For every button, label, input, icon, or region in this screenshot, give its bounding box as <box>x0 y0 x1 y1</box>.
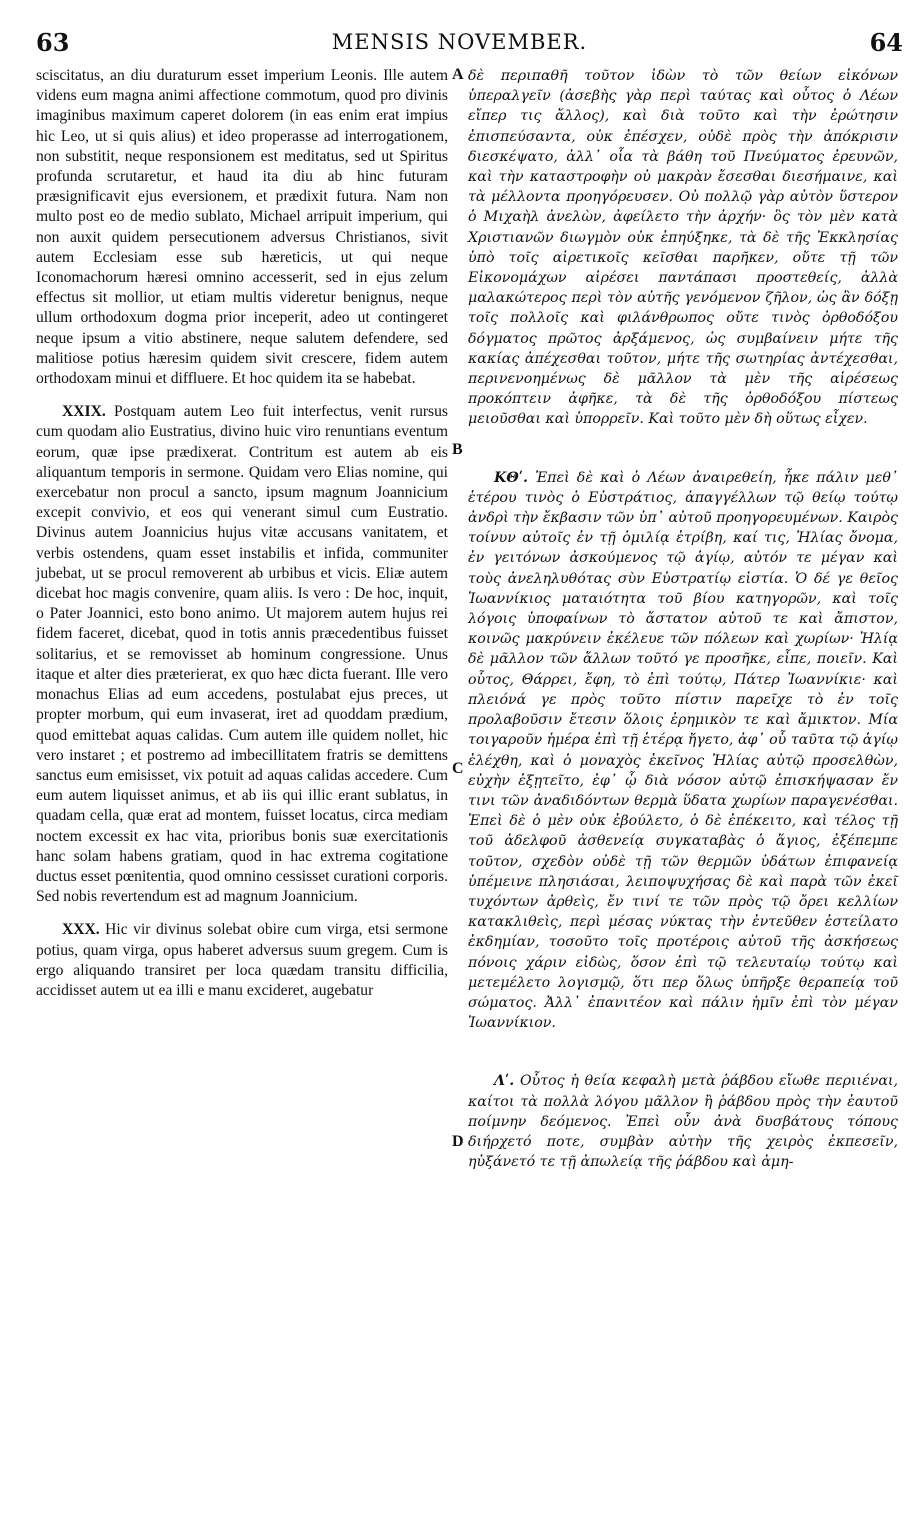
greek-section-number-29: ΚΘʹ. <box>494 469 528 486</box>
running-title: MENSIS NOVEMBER. <box>331 30 588 54</box>
latin-paragraph-3 <box>36 920 448 1001</box>
greek-paragraph-3 <box>468 1071 898 1172</box>
margin-marker-b: B <box>452 441 463 458</box>
greek-paragraph-2 <box>468 468 898 1034</box>
latin-section-number-30: XXX. <box>62 921 100 939</box>
latin-paragraph-3-text: Hic vir divinus solebat obire cum virga, etsi sermone potius, quam virga, opus haberet adversus suum gregem. Cum is ergo aliquando transiret per loca quædam transitu difficilia, accidisset autem ut ea illi e manu excideret, augebatur <box>36 921 448 999</box>
greek-paragraph-1: δὲ περιπαθῆ τοῦτον ἰδὼν τὸ τῶν θείων εἰκόνων ὑπεραλγεῖν (ἀσεβὴς γὰρ περὶ ταύτας καὶ οὗτος ὁ Λέων εἴπερ τις ἄλλος), καὶ διὰ τοῦτο καὶ τὴν ἐρώτησιν ἐπισπεύσαντα, οὐκ ἐπέσχεν, οὐδὲ πρὸς τὴν ἀπόκρισιν διεσκέψατο, ἀλλ᾽ οἷα τὰ βάθη τοῦ Πνεύματος ἐρευνῶν, καὶ τὴν καταστροφὴν οὐ μακρὰν ἔσεσθαι διεσήμαινε, καὶ τὰ μέλλοντα προηγόρευσεν. Οὐ πολλῷ γὰρ αὐτὸν ὕστερον ὁ Μιχαὴλ ἀνελὼν, ἀφείλετο τὴν ἀρχήν· ὃς τὸν μὲν κατὰ Χριστιανῶν διωγμὸν οὐκ ἐπηύξηκε, τὰ δὲ τῆς Ἐκκλησίας ὑπὸ τοῖς αἱρετικοῖς κεῖσθαι παρῆκεν, οὔτε τῇ τῶν Εἰκονομάχων αἱρέσει παντάπασι προστεθείς, ἀλλὰ μαλακώτερος περὶ τὸν αὐτῆς γενόμενον ζῆλον, ὡς ἂν δόξῃ τοῖς πολλοῖς καὶ φιλάνθρωπος οὔτε τινὸς ὀρθοδόξου δόγματος πρῶτος ἀρξάμενος, ὡς συμβαίνειν μήτε τῆς κακίας ἀπέχεσθαι τοῦτον, μήτε τῆς σωτηρίας ἀντέχεσθαι, περινενοημένως δὲ μᾶλλον τὰ μὲν τῆς αἱρέσεως προκόπτειν ἀφῆκε, τὰ δὲ τῆς ὀρθοδόξου πίστεως μειοῦσθαι καὶ ὑπορρεῖν. Καὶ τοῦτο μὲν δὴ οὕτως εἶχεν. <box>468 68 898 428</box>
running-header <box>0 28 919 60</box>
greek-paragraph-3-text: Οὗτος ἡ θεία κεφαλὴ μετὰ ῥάβδου εἴωθε περιιέναι, καίτοι τὰ πολλὰ λόγου μᾶλλον ἢ ῥάβδου πρὸς τὴν ἑαυτοῦ ποίμνην δεόμενος. Ἐπεὶ οὖν ἀνὰ δυσβάτους τόπους διήρχετό ποτε, συμβὰν αὐτὴν τῆς χειρὸς ἐκπεσεῖν, ηὐξάνετό τε τῇ ἀπωλείᾳ τῆς ῥάβδου καὶ ἀμη- <box>468 1073 898 1171</box>
latin-column <box>36 66 448 1001</box>
margin-marker-c: C <box>452 760 464 777</box>
margin-marker-a: A <box>452 66 464 83</box>
greek-column <box>468 66 898 1172</box>
latin-paragraph-2 <box>36 402 448 907</box>
page-number-left: 63 <box>36 28 70 57</box>
greek-paragraph-2-text: Ἐπεὶ δὲ καὶ ὁ Λέων ἀναιρεθείη, ἧκε πάλιν μεθ᾽ ἑτέρου τινὸς ὁ Εὐστράτιος, ἀπαγγέλλων τῷ θείῳ τούτῳ ἀνδρὶ τὴν ἔκβασιν τῶν ὑπ᾽ αὐτοῦ προηγορευμένων. Καιρὸς τοίνυν αὐτοῖς ἐν τῇ ὁμιλίᾳ ἐτρίβη, καί τις, Ἠλίας ὄνομα, ἐν γειτόνων ἀσκούμενος τῷ ἁγίῳ, αὐτόν τε μέγαν καὶ τοὺς ἀνεληλυθότας σὺν Εὐστρατίῳ εἱστία. Ὁ δέ γε θεῖος Ἰωαννίκιος ματαιότητα τοῦ βίου κατηγορῶν, καὶ τοῖς λόγοις ὑποφαίνων τὸ ἄστατον αὐτοῦ τε καὶ ἄπιστον, κοινῶς μακρύνειν ἐκέλευε τῶν πόλεων καὶ χωρίων· Ἠλίᾳ δὲ μᾶλλον τῶν ἄλλων τοῦτό γε προσῆκε, εἶπε, ποιεῖν. Καὶ οὗτος, Θάρρει, ἔφη, τὸ ἐπὶ τούτῳ, Πάτερ Ἰωαννίκιε· καὶ πλειόνά γε πρὸς τοῦτο πίστιν παρεῖχε τὸ ἐν τοῖς προλαβοῦσιν ἔτεσιν ὅλοις ἐρημικὸν τε καὶ ἄμικτον. Μία τοιγαροῦν ἡμέρα ἐπὶ τῇ ἑτέρᾳ ἤγετο, ἀφ᾽ οὗ ταῦτα τῷ ἁγίῳ ἐλέχθη, καὶ ὁ μοναχὸς ἐκεῖνος Ἠλίας αὐτῷ προσελθὼν, εὐχὴν ἐξῃτεῖτο, ἐφ᾽ ᾧ διὰ νόσον αὐτῷ ἐπισκήψασαν ἔν τινι τῶν ἀναδιδόντων θερμὰ ὕδατα χωρίων παραγενέσθαι. Ἐπεὶ δὲ ὁ μὲν οὐκ ἐβούλετο, ὁ δὲ ἐπέκειτο, καὶ τέλος τῇ τοῦ ἀδελφοῦ ἀσθενείᾳ συγκαταβὰς ὁ ἅγιος, ἐξέπεμπε τοῦτον, σχεδὸν οὐδὲ τῇ τῶν θερμῶν ὑδάτων ἐπιφανείᾳ ὑπέμεινε πλησιάσαι, λειποψυχήσας δὲ καὶ παρὰ τῶν ἐκεῖ τυχόντων ἀρθεὶς, ἔν τινί τε τῶν πρὸς τῷ ὄρει κελλίων κατακλιθεὶς, περὶ μέσας νύκτας τὴν ἐντεῦθεν ἐστείλατο ἐκδημίαν, τοσοῦτο τοῖς προτέροις αὐτοῦ τῆς ἀσκήσεως πόνοις χάριν εἰδὼς, ὅσον ἐπὶ τῷ τελευταίῳ τούτῳ καὶ μετεμέλετο λογισμῷ, ὅτι περ ὅλως ὑπῆρξε θεραπείᾳ τοῦ σώματος. Ἀλλ᾽ ἐπανιτέον καὶ πάλιν ἡμῖν ἐπὶ τὸν μέγαν Ἰωαννίκιον. <box>468 469 898 1032</box>
page-number-right: 64 <box>869 28 903 57</box>
latin-paragraph-2-text: Postquam autem Leo fuit interfectus, venit rursus cum quodam alio Eustratius, divino huic viro renuntians eventum eorum, quæ ipse prædixerat. Contritum est autem ab eis aliquantum temporis in sermone. Quidam vero Elias nomine, qui exercebatur non procul a sancto, ipsum magnum Joannicium excepit convivio, et eos qui venerant simul cum Eustratio. Divinus autem Joannicius hujus vitæ accusans vanitatem, et verbis ostendens, quam esset instabilis et infida, communiter jubebat, ut se procul removerent ab urbibus et vicis. Eliæ autem dicebat hoc magis convenire, quam aliis. Is vero : De hoc, inquit, o Pater Joannici, esto bono animo. Ut majorem autem hujus rei fidem faceret, dicebat, quod in totis annis præcedentibus fuisset solitarius, et se removisset ab hominum congressione. Unus itaque et alter dies præterierat, ex quo hæc dicta fuerant. Ille vero monachus Elias ad eum accedens, postulabat ejus preces, ut propter morbum, qui eum invaserat, iret ad quoddam prædium, quod emittebat aquas calidas. Cum autem ille quidem nollet, hic vero instaret ; et postremo ad imbecillitatem fratris se demittens sanctus eum emisisset, vix potuit ad aquas calidas accedere. Cum eum autem liquisset animus, et ab iis qui illic erant sublatus, in quadam cella, quæ erat ad montem, fuisset locatus, circa mediam noctem excessit ex hac vita, prioribus bonis suæ exercitationis hanc solam habens gratiam, quod in hac extrema cogitatione ductus esset pœnitentia, quod omnino cessisset curationi corporis. Sed nobis revertendum est ad magnum Joannicium. <box>36 403 448 906</box>
greek-section-number-30: Λʹ. <box>494 1073 515 1090</box>
latin-section-number-29: XXIX. <box>62 403 106 421</box>
margin-marker-d: D <box>452 1133 464 1150</box>
latin-paragraph-1: sciscitatus, an diu duraturum esset imperium Leonis. Ille autem videns eum magna animi affectione commotum, quod pro divinis imaginibus maximum caperet dolorem (in eas enim erat impius hic Leo, ut si quis alius) et ideo properasse ad interrogationem, non substitit, neque responsionem est meditatus, sed ut Spiritus profunda scrutaretur, et haud ita diu ab hinc futuram præsignificavit ejus eversionem, et prædixit futura. Nam non multo post eo de medio sublato, Michael arripuit imperium, qui non auxit quidem persecutionem adversus Christianos, sivit autem Ecclesiam esse sub hæreticis, ut qui neque Iconomachorum hæresi omnino accesserit, sed in ejus zelum effectus sit mollior, ut etiam multis videretur benignus, neque ullum orthodoxum dogma prior inceperit, adeo ut contingeret neque ipsum a vitio abstinere, neque salutem defendere, sed malitiose potius hæresim quidem sivit crescere, fidem autem orthodoxam minui et diffluere. Et hoc quidem ita se habebat. <box>36 67 448 388</box>
